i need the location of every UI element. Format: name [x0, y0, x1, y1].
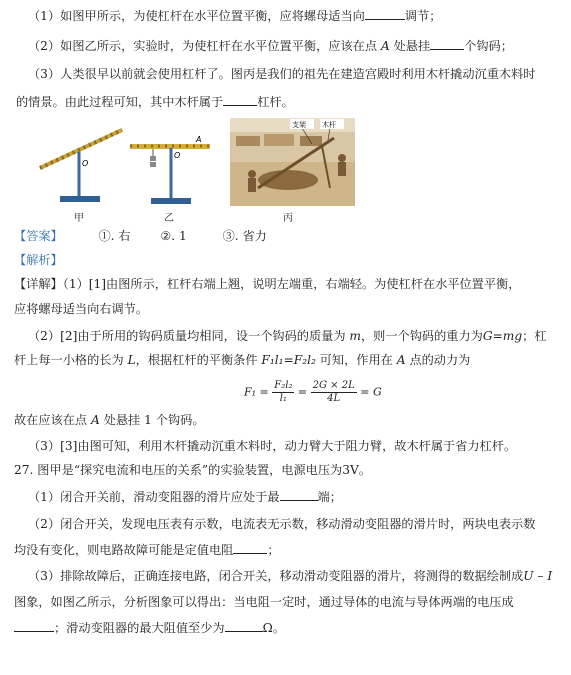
detail2-line3: 故在应该在点 A 处悬挂 1 个钩码。 — [14, 413, 205, 427]
answer-tag: 【答案】 — [14, 229, 63, 243]
q26-part3-line1: （3）人类很早以前就会使用杠杆了。图丙是我们的祖先在建造宫殿时利用木杆撬动沉重木料时 — [28, 67, 536, 81]
equation: F₁ = $\frac{\text{F₂l₂}}{\text{l₁}}$ = $\frac{2G \times 2L}{4L}$ = G — [244, 380, 382, 404]
q27-part3-line3: ；滑动变阻器的最大阻值至少为 Ω。 — [14, 620, 285, 636]
detail-tag: 【详解】 — [14, 277, 63, 291]
answer-2: ②. 1 — [160, 229, 187, 243]
detail2-line1: （2）[2]由于所用的钩码质量均相同，设一个钩码的质量为 m，则一个钩码的重力为G=mg；杠 — [28, 329, 547, 343]
q27-part1: （1）闭合开关前，滑动变阻器的滑片应处于最 端； — [28, 490, 342, 504]
figure-caption-bing: 丙 — [283, 213, 293, 224]
blank — [430, 38, 464, 50]
q26-part2: （2）如图乙所示，实验时，为使杠杆在水平位置平衡，应该在点 A 处悬挂 个钩码； — [28, 39, 513, 53]
q27-stem: 27. 图甲是“探究电流和电压的关系”的实验装置，电源电压为3V。 — [14, 463, 371, 477]
figure-caption-yi: 乙 — [164, 213, 174, 224]
answer-row — [14, 228, 267, 244]
blank — [223, 94, 257, 106]
q26-part1: （1）如图甲所示，为使杠杆在水平位置平衡，应将螺母适当向 调节； — [28, 9, 442, 23]
detail-line2: 应将螺母适当向右调节。 — [14, 302, 149, 316]
blank — [233, 542, 267, 554]
blank — [14, 620, 54, 632]
figure-bing — [230, 118, 355, 206]
q27-part2-line1: （2）闭合开关，发现电压表有示数，电流表无示数，移动滑动变阻器的滑片时，两块电表示数 — [28, 517, 536, 531]
answer-1: ①. 右 — [98, 229, 131, 243]
blank — [365, 8, 405, 20]
fraction-2: $\frac{2G \times 2L}{4L}$ — [312, 380, 355, 404]
pivot-label: O — [174, 151, 181, 160]
q26-part3-line2: 的情景。由此过程可知，其中木杆属于 杠杆。 — [16, 95, 294, 109]
label-mugan: 木杆 — [322, 121, 336, 129]
detail-line1: 【详解】（1）[1]由图所示，杠杆右端上翘，说明左端重，右端轻。为使杠杆在水平位置平衡， — [14, 277, 521, 291]
blank — [280, 489, 318, 501]
blank — [225, 620, 263, 632]
answer-3: ③. 省力 — [222, 229, 267, 243]
figure-yi — [126, 134, 216, 208]
point-a-label: A — [196, 135, 202, 144]
q27-part3-line1: （3）排除故障后，正确连接电路，闭合开关，移动滑动变阻器的滑片，将测得的数据绘制成U – I — [28, 569, 553, 583]
detail3: （3）[3]由图可知，利用木杆撬动沉重木料时，动力臂大于阻力臂，故木杆属于省力杠杆。 — [28, 439, 517, 453]
detail2-line2: 杆上每一小格的长为 L，根据杠杆的平衡条件 F₁l₁=F₂l₂ 可知，作用在 A 点的动力为 — [14, 353, 471, 367]
pivot-label: O — [82, 159, 89, 168]
q27-part3-line2: 图象，如图乙所示，分析图象可以得出：当电阻一定时，通过导体的电流与导体两端的电压成 — [14, 595, 514, 609]
label-zhijia: 支架 — [292, 121, 306, 129]
figure-caption-jia: 甲 — [74, 213, 84, 224]
q27-part2-line2: 均没有变化，则电路故障可能是定值电阻 ； — [14, 543, 280, 557]
fraction-1: $\frac{\text{F₂l₂}}{\text{l₁}}$ — [274, 380, 293, 404]
figure-jia — [34, 120, 126, 208]
analysis-tag: 【解析】 — [14, 253, 63, 267]
